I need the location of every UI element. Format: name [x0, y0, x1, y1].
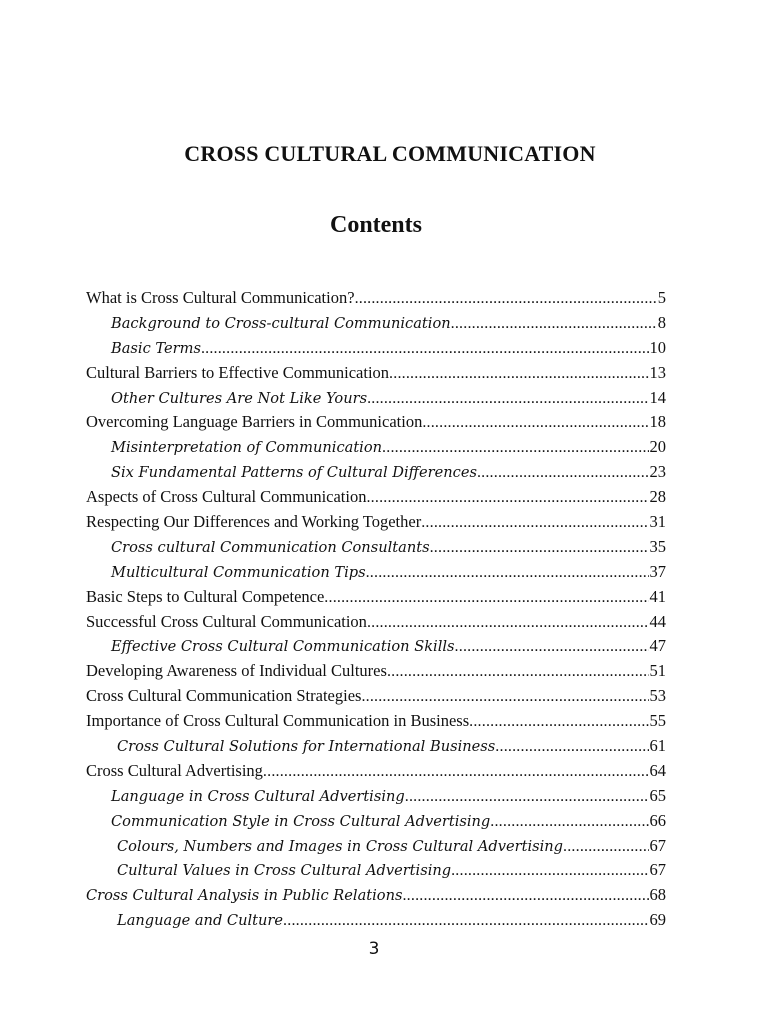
toc-entry-page: 18 — [649, 412, 666, 432]
toc-entry[interactable] — [86, 560, 666, 585]
toc-entry-page: 64 — [649, 760, 666, 780]
toc-entry-title: Misinterpretation of Communication — [111, 439, 383, 457]
toc-dot-leader — [324, 586, 648, 611]
toc-dot-leader — [495, 735, 648, 760]
toc-entry[interactable] — [86, 311, 666, 336]
page-number: 3 — [368, 939, 380, 959]
toc-entry[interactable] — [86, 908, 666, 933]
toc-dot-leader — [283, 909, 648, 934]
toc-entry-page: 67 — [649, 835, 666, 855]
toc-dot-leader — [355, 287, 657, 312]
toc-entry-title: Effective Cross Cultural Communication Skills — [111, 638, 455, 656]
toc-dot-leader — [563, 835, 648, 860]
toc-dot-leader — [387, 660, 649, 685]
toc-entry-title: Other Cultures Are Not Like Yours — [111, 389, 368, 407]
toc-entry-title: Language in Cross Cultural Advertising — [111, 787, 405, 805]
toc-entry-title: Basic Terms — [111, 339, 201, 357]
toc-entry-page: 61 — [649, 736, 666, 756]
toc-dot-leader — [382, 436, 648, 461]
toc-entry-page: 44 — [649, 611, 666, 631]
toc-entry-page: 23 — [649, 462, 666, 482]
toc-entry-title: Cross Cultural Analysis in Public Relations — [86, 887, 403, 905]
toc-entry-page: 31 — [649, 512, 666, 532]
toc-entry-title: Overcoming Language Barriers in Communication — [86, 412, 423, 432]
toc-dot-leader — [469, 710, 648, 735]
toc-entry-page: 51 — [649, 661, 666, 681]
toc-entry[interactable] — [86, 361, 666, 386]
toc-entry[interactable] — [86, 759, 666, 784]
toc-entry[interactable] — [86, 286, 666, 311]
toc-entry[interactable] — [86, 386, 666, 411]
toc-entry-title: Cultural Barriers to Effective Communication — [86, 362, 390, 382]
toc-entry-title: Background to Cross-cultural Communication — [111, 314, 451, 332]
toc-entry-page: 37 — [649, 561, 666, 581]
book-title: CROSS CULTURAL COMMUNICATION — [184, 141, 596, 166]
toc-entry-title: Importance of Cross Cultural Communication in Business — [86, 711, 470, 731]
toc-entry-page: 67 — [649, 860, 666, 880]
toc-entry-page: 35 — [649, 536, 666, 556]
toc-entry-title: Communication Style in Cross Cultural Advertising — [111, 812, 491, 830]
toc-dot-leader — [422, 411, 648, 436]
toc-entry-title: Cross cultural Communication Consultants — [111, 538, 430, 556]
toc-entry[interactable] — [86, 535, 666, 560]
toc-entry-title: Cultural Values in Cross Cultural Advertising — [117, 862, 452, 880]
toc-entry-page: 65 — [649, 785, 666, 805]
toc-entry-title: Six Fundamental Patterns of Cultural Differences — [111, 464, 477, 482]
toc-entry-title: Respecting Our Differences and Working Together — [86, 512, 422, 532]
toc-dot-leader — [366, 561, 649, 586]
toc-dot-leader — [490, 810, 648, 835]
toc-entry-title: Language and Culture — [117, 912, 284, 930]
toc-entry[interactable] — [86, 585, 666, 610]
toc-dot-leader — [201, 337, 649, 362]
toc-entry[interactable] — [86, 684, 666, 709]
table-of-contents — [86, 286, 666, 933]
toc-entry[interactable] — [86, 809, 666, 834]
toc-entry-page: 66 — [649, 810, 666, 830]
toc-dot-leader — [421, 511, 648, 536]
toc-entry[interactable] — [86, 610, 666, 635]
toc-entry-page: 69 — [649, 910, 666, 930]
toc-entry-page: 10 — [649, 337, 666, 357]
toc-entry-title: Multicultural Communication Tips — [111, 563, 366, 581]
toc-entry[interactable] — [86, 784, 666, 809]
toc-entry-page: 55 — [649, 711, 666, 731]
toc-entry-page: 68 — [649, 885, 666, 905]
toc-entry-title: Cross Cultural Communication Strategies — [86, 686, 362, 706]
toc-entry-title: Successful Cross Cultural Communication — [86, 611, 367, 631]
toc-entry[interactable] — [86, 460, 666, 485]
toc-dot-leader — [389, 362, 648, 387]
toc-entry[interactable] — [86, 834, 666, 859]
toc-dot-leader — [361, 685, 648, 710]
toc-dot-leader — [367, 387, 648, 412]
toc-entry[interactable] — [86, 510, 666, 535]
toc-dot-leader — [367, 611, 649, 636]
toc-dot-leader — [451, 859, 648, 884]
toc-entry-page: 28 — [649, 487, 666, 507]
toc-entry[interactable] — [86, 858, 666, 883]
toc-entry-page: 14 — [649, 387, 666, 407]
toc-entry-title: Developing Awareness of Individual Cultures — [86, 661, 387, 681]
toc-entry[interactable] — [86, 634, 666, 659]
toc-entry[interactable] — [86, 709, 666, 734]
toc-entry-title: Aspects of Cross Cultural Communication — [86, 487, 367, 507]
toc-entry[interactable] — [86, 659, 666, 684]
toc-entry-title: What is Cross Cultural Communication? — [86, 288, 355, 307]
toc-entry-title: Cross Cultural Solutions for International Business — [117, 738, 496, 756]
toc-dot-leader — [405, 785, 649, 810]
toc-entry-page: 47 — [649, 636, 666, 656]
toc-dot-leader — [451, 312, 657, 337]
toc-entry-page: 20 — [649, 437, 666, 457]
toc-entry-title: Basic Steps to Cultural Competence — [86, 586, 325, 606]
toc-entry[interactable] — [86, 734, 666, 759]
toc-entry-title: Cross Cultural Advertising — [86, 760, 263, 780]
toc-dot-leader — [402, 884, 648, 909]
toc-entry-page: 53 — [649, 686, 666, 706]
toc-entry-page: 5 — [657, 288, 666, 307]
toc-entry-title: Colours, Numbers and Images in Cross Cultural Advertising — [117, 837, 564, 855]
toc-dot-leader — [477, 461, 649, 486]
toc-dot-leader — [263, 760, 649, 785]
toc-entry[interactable] — [86, 435, 666, 460]
toc-dot-leader — [455, 635, 649, 660]
toc-entry-page: 13 — [649, 362, 666, 382]
toc-entry[interactable] — [86, 410, 666, 435]
contents-heading: Contents — [329, 212, 422, 238]
toc-dot-leader — [430, 536, 649, 561]
toc-entry-page: 41 — [649, 586, 666, 606]
toc-entry[interactable] — [86, 883, 666, 908]
toc-entry[interactable] — [86, 336, 666, 361]
toc-entry-page: 8 — [657, 312, 666, 332]
toc-dot-leader — [366, 486, 648, 511]
toc-entry[interactable] — [86, 485, 666, 510]
